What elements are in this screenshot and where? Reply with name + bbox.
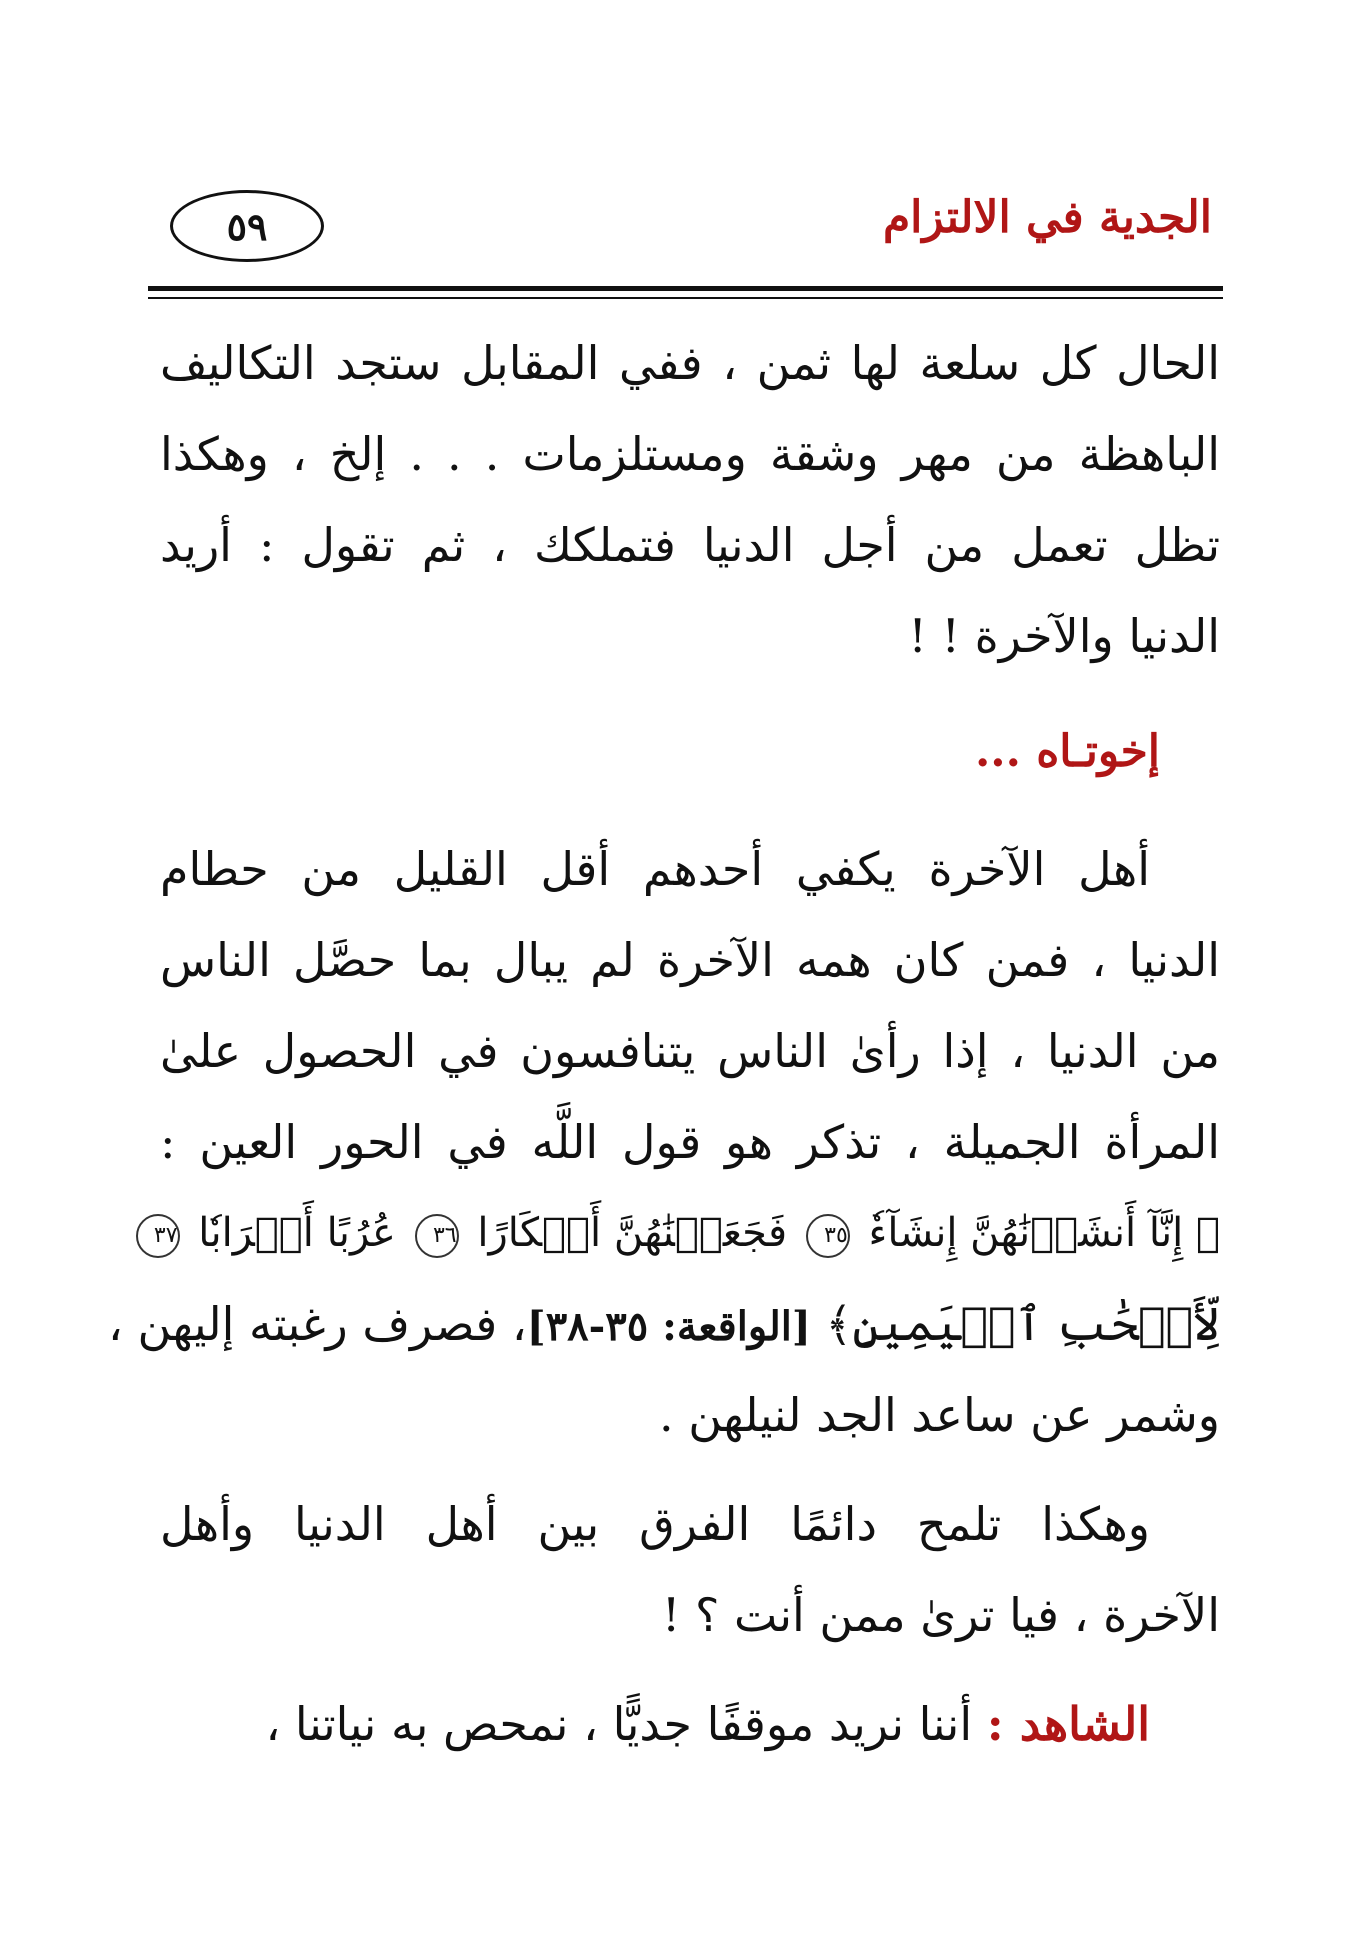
ayah-number-marker: ٣٧ — [136, 1214, 180, 1258]
text-line: المرأة الجميلة ، تذكر هو قول اللَّه في الحور العين : — [160, 1115, 1220, 1169]
text-line: أهل الآخرة يكفي أحدهم أقل القليل من حطام — [160, 842, 1150, 896]
quran-text: لِّأَصۡحَٰبِ ٱلۡيَمِينِ — [852, 1297, 1220, 1351]
header-rule-thick — [148, 286, 1223, 291]
ayah-number-marker: ٣٦ — [415, 1214, 459, 1258]
text-line: الآخرة ، فيا ترىٰ ممن أنت ؟ ! — [661, 1588, 1220, 1642]
text-line: وهكذا تلمح دائمًا الفرق بين أهل الدنيا وأهل — [160, 1497, 1150, 1551]
text-line — [160, 1679, 1220, 1770]
text-fragment: أننا نريد موقفًا جديًّا ، نمحص به نياتنا ، — [265, 1697, 973, 1751]
paragraph-gap — [160, 1661, 1220, 1679]
text-line: تظل تعمل من أجل الدنيا فتملكك ، ثم تقول : أريد — [160, 518, 1220, 572]
page-header — [152, 188, 1220, 280]
quran-verse-line — [153, 1188, 1220, 1279]
paragraph-2 — [108, 824, 1220, 1461]
header-rule-thin — [148, 297, 1223, 299]
text-line: الدنيا والآخرة ! ! — [908, 609, 1220, 663]
body-text — [108, 318, 1220, 1770]
text-line — [108, 1279, 1220, 1370]
section-heading: إخوتـاه ... — [974, 726, 1160, 777]
paragraph-gap — [160, 1461, 1220, 1479]
text-line: من الدنيا ، إذا رأىٰ الناس يتنافسون في الحصول علىٰ — [160, 1024, 1220, 1078]
ayah-number-marker: ٣٥ — [806, 1214, 850, 1258]
page-number-oval — [170, 190, 324, 262]
text-line: الحال كل سلعة لها ثمن ، ففي المقابل ستجد التكاليف — [160, 336, 1220, 390]
paragraph-3 — [160, 1479, 1220, 1661]
paragraph-1 — [160, 318, 1220, 682]
text-line: الباهظة من مهر وشقة ومستلزمات . . . إلخ ، وهكذا — [160, 427, 1220, 481]
witness-label: الشاهد : — [986, 1697, 1150, 1751]
paragraph-4 — [160, 1679, 1220, 1770]
page-number: ٥٩ — [226, 203, 268, 249]
quran-reference: [الواقعة: ٣٥-٣٨] — [526, 1303, 811, 1350]
text-line: وشمر عن ساعد الجد لنيلهن . — [659, 1388, 1220, 1442]
quran-text: إِنَّآ أَنشَأۡنَٰهُنَّ إِنشَآءٗ — [868, 1210, 1184, 1256]
quran-text: فَجَعَلۡنَٰهُنَّ أَبۡكَارًا — [477, 1210, 788, 1256]
running-title: الجدية في الالتزام — [882, 192, 1212, 243]
quran-open-bracket: ﴿ — [1195, 1210, 1220, 1256]
text-fragment: ، فصرف رغبته إليهن ، — [108, 1297, 527, 1351]
quran-close-bracket: ﴾ — [825, 1297, 853, 1351]
quran-text: عُرُبًا أَتۡرَابٗا — [198, 1210, 396, 1256]
text-line: الدنيا ، فمن كان همه الآخرة لم يبال بما حصَّل الناس — [160, 933, 1220, 987]
